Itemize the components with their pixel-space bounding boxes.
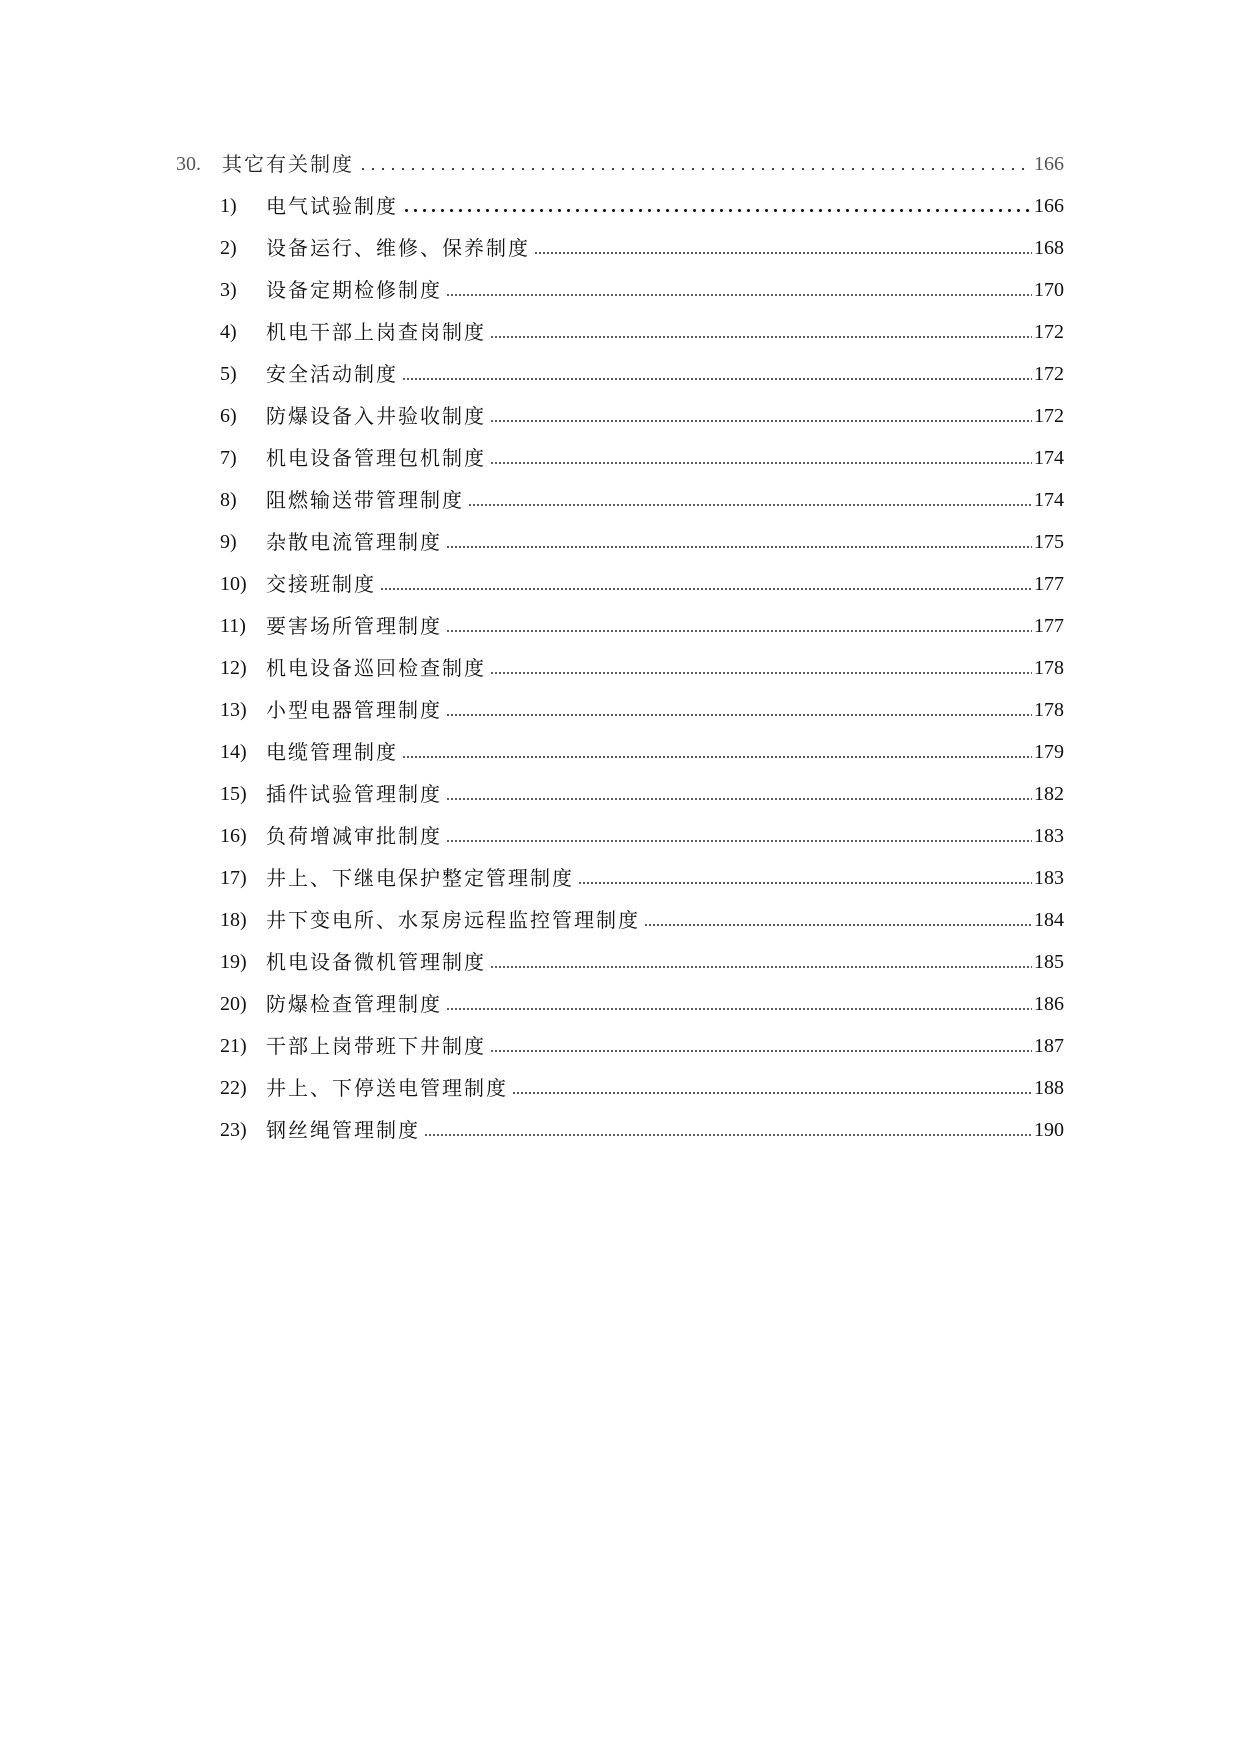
toc-entry[interactable]: [220, 314, 1064, 344]
toc-entry-page: 172: [1034, 405, 1064, 427]
toc-dot-leader: [644, 923, 1032, 927]
toc-entry-number: 7): [220, 447, 237, 469]
toc-entry-number: 17): [220, 867, 247, 889]
toc-dot-leader: [446, 713, 1032, 717]
toc-entry-page: 166: [1034, 195, 1064, 217]
toc-entry-page: 183: [1034, 867, 1064, 889]
toc-entry[interactable]: [220, 776, 1064, 806]
toc-entry-number: 13): [220, 699, 247, 721]
toc-entry[interactable]: [220, 608, 1064, 638]
toc-dot-leader: [534, 251, 1032, 255]
toc-entry-page: 166: [1034, 153, 1064, 175]
toc-entry-page: 177: [1034, 573, 1064, 595]
toc-entry-title: 交接班制度: [266, 572, 376, 596]
toc-dot-leader: [490, 671, 1032, 675]
toc-entry[interactable]: [220, 524, 1064, 554]
toc-entry-number: 22): [220, 1077, 247, 1099]
toc-dot-leader: [446, 839, 1032, 843]
toc-dot-leader: [446, 1007, 1032, 1011]
toc-dot-leader: [468, 503, 1032, 507]
toc-entry-title: 机电设备巡回检查制度: [266, 656, 486, 680]
toc-dot-leader: [490, 335, 1032, 339]
toc-entry[interactable]: [220, 860, 1064, 890]
toc-entry-number: 15): [220, 783, 247, 805]
toc-entry-page: 190: [1034, 1119, 1064, 1141]
toc-entry-number: 21): [220, 1035, 247, 1057]
toc-entry-page: 185: [1034, 951, 1064, 973]
toc-entry-title: 插件试验管理制度: [266, 782, 442, 806]
toc-entry[interactable]: [220, 1112, 1064, 1142]
toc-entry[interactable]: [220, 650, 1064, 680]
toc-entry[interactable]: [220, 230, 1064, 260]
toc-entry-number: 23): [220, 1119, 247, 1141]
toc-entry-page: 172: [1034, 363, 1064, 385]
toc-entry-number: 2): [220, 237, 237, 259]
toc-entry-title: 机电设备微机管理制度: [266, 950, 486, 974]
toc-entry[interactable]: [220, 398, 1064, 428]
toc-entry-title: 井上、下继电保护整定管理制度: [266, 866, 574, 890]
toc-dot-leader: [490, 1049, 1032, 1053]
toc-dot-leader: [446, 545, 1032, 549]
toc-entry-title: 负荷增减审批制度: [266, 824, 442, 848]
toc-entry-page: 179: [1034, 741, 1064, 763]
toc-entry-number: 20): [220, 993, 247, 1015]
toc-entry-page: 186: [1034, 993, 1064, 1015]
toc-entry-title: 井上、下停送电管理制度: [266, 1076, 508, 1100]
toc-entry-title: 机电干部上岗查岗制度: [266, 320, 486, 344]
toc-entry-title: 机电设备管理包机制度: [266, 446, 486, 470]
toc-entry[interactable]: [220, 356, 1064, 386]
toc-entry-page: 174: [1034, 489, 1064, 511]
toc-entry-title: 要害场所管理制度: [266, 614, 442, 638]
toc-entry-section-30[interactable]: [176, 146, 1064, 176]
toc-dot-leader: [446, 293, 1032, 297]
toc-entry[interactable]: [220, 986, 1064, 1016]
toc-entry-page: 183: [1034, 825, 1064, 847]
toc-dot-leader: [446, 629, 1032, 633]
toc-entry-number: 12): [220, 657, 247, 679]
toc-entry-number: 9): [220, 531, 237, 553]
toc-entry-page: 178: [1034, 699, 1064, 721]
toc-entry-page: 178: [1034, 657, 1064, 679]
toc-entry-title: 防爆检查管理制度: [266, 992, 442, 1016]
toc-entry-page: 187: [1034, 1035, 1064, 1057]
toc-entry[interactable]: [220, 1070, 1064, 1100]
toc-entry-title: 设备运行、维修、保养制度: [266, 236, 530, 260]
toc-entry-number: 30.: [176, 153, 201, 175]
toc-entry-page: 175: [1034, 531, 1064, 553]
toc-entry-number: 6): [220, 405, 237, 427]
toc-dot-leader: [358, 167, 1032, 171]
toc-entry[interactable]: [220, 818, 1064, 848]
toc-entry-number: 11): [220, 615, 246, 637]
toc-entry[interactable]: [220, 272, 1064, 302]
toc-entry-title: 电气试验制度: [266, 194, 398, 218]
toc-entry-number: 14): [220, 741, 247, 763]
toc-entry-page: 177: [1034, 615, 1064, 637]
toc-entry-title: 钢丝绳管理制度: [266, 1118, 420, 1142]
toc-entry-page: 170: [1034, 279, 1064, 301]
toc-entry-number: 8): [220, 489, 237, 511]
toc-entry[interactable]: [220, 734, 1064, 764]
toc-entry-title: 电缆管理制度: [266, 740, 398, 764]
toc-dot-leader: [490, 461, 1032, 465]
toc-entry-title: 小型电器管理制度: [266, 698, 442, 722]
toc-dot-leader: [402, 377, 1032, 381]
toc-entry-title: 阻燃输送带管理制度: [266, 488, 464, 512]
toc-entry[interactable]: [220, 440, 1064, 470]
toc-entry-page: 184: [1034, 909, 1064, 931]
toc-entry-page: 174: [1034, 447, 1064, 469]
toc-entry-number: 19): [220, 951, 247, 973]
toc-entry[interactable]: [220, 1028, 1064, 1058]
toc-entry[interactable]: [220, 188, 1064, 218]
toc-entry-number: 18): [220, 909, 247, 931]
toc-dot-leader: [490, 419, 1032, 423]
toc-entry[interactable]: [220, 482, 1064, 512]
toc-entry[interactable]: [220, 902, 1064, 932]
toc-entry-number: 4): [220, 321, 237, 343]
toc-entry-page: 168: [1034, 237, 1064, 259]
toc-dot-leader: [402, 755, 1032, 759]
toc-dot-leader: [380, 587, 1032, 591]
toc-dot-leader: [446, 797, 1032, 801]
toc-entry-title: 安全活动制度: [266, 362, 398, 386]
toc-entry-number: 1): [220, 195, 237, 217]
toc-dot-leader: [512, 1091, 1032, 1095]
toc-entry-page: 182: [1034, 783, 1064, 805]
toc-entry-title: 干部上岗带班下井制度: [266, 1034, 486, 1058]
toc-entry[interactable]: [220, 692, 1064, 722]
toc-entry-page: 172: [1034, 321, 1064, 343]
toc-entry[interactable]: [220, 944, 1064, 974]
toc-entry-number: 16): [220, 825, 247, 847]
toc-dot-leader: [424, 1133, 1032, 1137]
toc-dot-leader: [402, 208, 1032, 213]
toc-entry-title: 防爆设备入井验收制度: [266, 404, 486, 428]
toc-entry-title: 井下变电所、水泵房远程监控管理制度: [266, 908, 640, 932]
toc-entry-number: 10): [220, 573, 247, 595]
toc-entry-number: 5): [220, 363, 237, 385]
toc-dot-leader: [578, 881, 1032, 885]
toc-entry-page: 188: [1034, 1077, 1064, 1099]
toc-entry-number: 3): [220, 279, 237, 301]
toc-dot-leader: [490, 965, 1032, 969]
toc-entry-title: 设备定期检修制度: [266, 278, 442, 302]
toc-entry[interactable]: [220, 566, 1064, 596]
toc-entry-title: 其它有关制度: [222, 152, 354, 176]
toc-entry-title: 杂散电流管理制度: [266, 530, 442, 554]
